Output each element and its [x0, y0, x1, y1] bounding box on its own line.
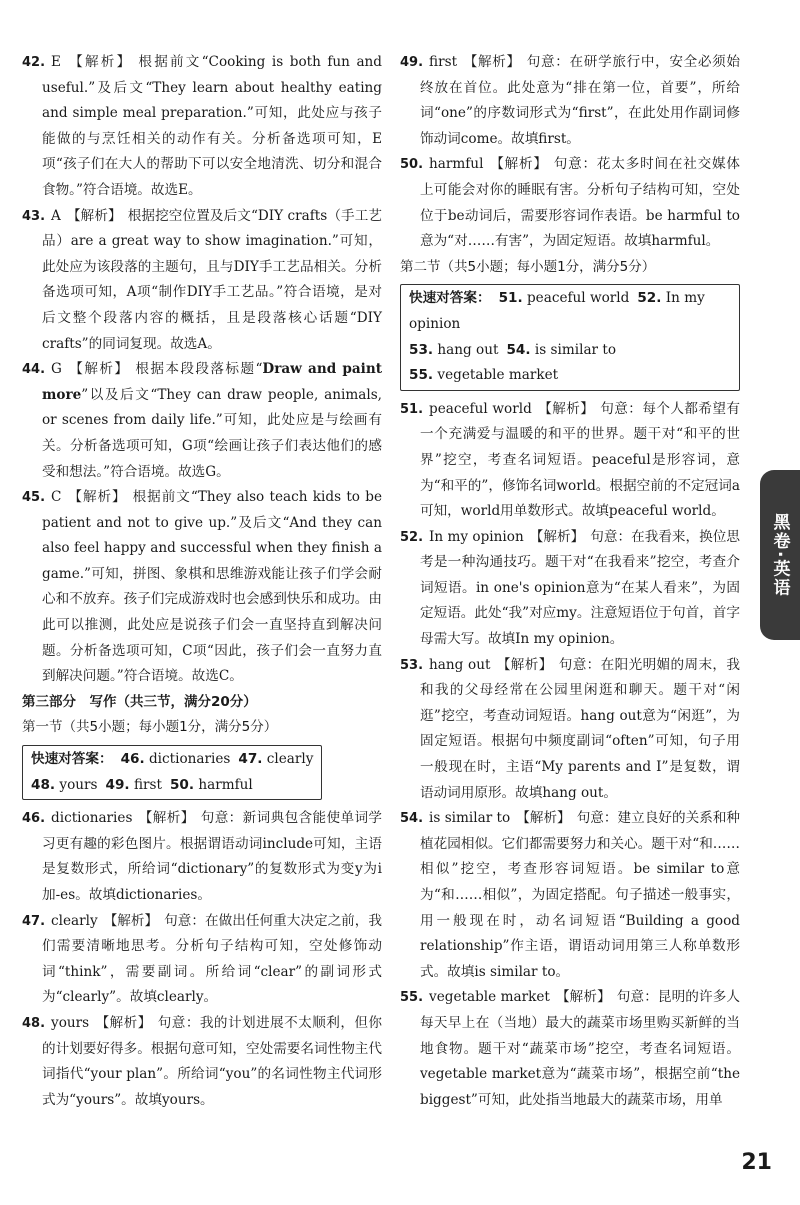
section-1-heading: 第一节（共5小题；每小题1分，满分5分） — [22, 719, 278, 736]
answer-44: 44. G 【解析】 根据本段段落标题“Draw and paint more”以及后文“They can draw people, animals, or scenes from daily life.”可知，此处应是与绘画有关。分析备选项可知，G项“绘画让孩子们表达他们的感受和想法。”符合语境。故选G。 — [22, 361, 383, 480]
answer-49: 49. first 【解析】 句意：在研学旅行中，安全必须始终放在首位。此处意为“排在第一位，首要”，所给词“one”的序数词形式为“first”，在此处用作副词修饰动词come。故填first。 — [400, 54, 741, 147]
answer-53: 53. hang out 【解析】 句意：在阳光明媚的周末，我和我的父母经常在公园里闲逛和聊天。题干对“闲逛”挖空，考查动词短语。hang out意为“闲逛”，为固定短语。根据句中频度副词“often”可知，句子用一般现在时，主语“My parents and I”是复数，谓语动词用原形。故填hang out。 — [400, 656, 741, 801]
answer-47: 47. clearly 【解析】 句意：在做出任何重大决定之前，我们需要清晰地思考。分析句子结构可知，空处修饰动词“think”，需要副词。所给词“clear”的副词形式为“clearly”。故填clearly。 — [22, 912, 383, 1006]
answer-52: 52. In my opinion 【解析】 句意：在我看来，换位思考是一种沟通技巧。题干对“在我看来”挖空，考查介词短语。in one's opinion意为“在某人看来”，为固定短语。此处“我”对应my。注意短语位于句首，首字母需大写。故填In my opinion。 — [400, 528, 741, 648]
page-number: 21 — [741, 1150, 772, 1175]
answer-45: 45. C 【解析】 根据前文“They also teach kids to be patient and not to give up.”及后文“And they can also feel happy and successful when they finish a game.”可知，拼图、象棋和思维游戏能让孩子们学会耐心和不放弃。孩子们完成游戏时也会感到快乐和成功。由此可以推测，此处应是说孩子们会一直坚持直到解决问题。分析备选项可知，C项“因此，孩子们会一直努力直到解决问题。”符合语境。故选C。 — [22, 489, 382, 685]
quick-answer-box-2: 快速对答案： 51. peaceful world 52. In my opinion 53. hang out 54. is similar to 55. vegetable market — [400, 284, 740, 390]
answer-48: 48. yours 【解析】 句意：我的计划进展不太顺利，但你的计划要好得多。根据句意可知，空处需要名词性物主代词指代“your plan”。所给词“you”的名词性物主代词形式为“yours”。故填yours。 — [22, 1014, 382, 1108]
answer-54: 54. is similar to 【解析】 句意：建立良好的关系和种植花园相似。它们都需要努力和关心。题干对“和……相似”挖空，考查形容词短语。be similar to意为“和……相似”，为固定搭配。句子描述一般事实，用一般现在时，动名词短语“Building a good relationship”作主语，谓语动词用第三人称单数形式。故填is similar to。 — [400, 810, 741, 980]
answer-46: 46. dictionaries 【解析】 句意：新词典包含能使单词学习更有趣的彩色图片。根据谓语动词include可知，主语是复数形式，所给词“dictionary”的复数形式为变y为i加-es。故填dictionaries。 — [22, 810, 383, 903]
part-3-heading: 第三部分 写作（共三节，满分20分） — [22, 693, 257, 710]
answer-50: 50. harmful 【解析】 句意：花太多时间在社交媒体上可能会对你的睡眠有害。分析句子结构可知，空处位于be动词后，需要形容词作表语。be harmful to意为“对……有害”，为固定短语。故填harmful。 — [400, 156, 741, 250]
answer-51: 51. peaceful world 【解析】 句意：每个人都希望有一个充满爱与温暖的和平的世界。题干对“和平的世界”挖空，考查名词短语。peaceful是形容词，意为“和平的”，修饰名词world。根据空前的不定冠词a可知，world用单数形式。故填peaceful world。 — [400, 400, 741, 520]
answer-42: 42. E 【解析】 根据前文“Cooking is both fun and useful.”及后文“They learn about healthy eating and simple meal preparation.”可知，此处应与孩子能做的与烹饪相关的动作有关。分析备选项可知，E项“孩子们在大人的帮助下可以安全地清洗、切分和混合食物。”符合语境。故选E。 — [22, 54, 383, 198]
answer-55: 55. vegetable market 【解析】 句意：昆明的许多人每天早上在（当地）最大的蔬菜市场里购买新鲜的当地食物。题干对“蔬菜市场”挖空，考查名词短语。vegetable market意为“蔬菜市场”，根据空前“the biggest”可知，此处指当地最大的蔬菜市场，用单 — [400, 989, 741, 1108]
right-column — [400, 50, 740, 1113]
left-column — [22, 50, 382, 1113]
quick-answer-box-1: 快速对答案： 46. dictionaries 47. clearly 48. yours 49. first 50. harmful — [22, 745, 322, 800]
section-2-heading: 第二节（共5小题；每小题1分，满分5分） — [400, 258, 656, 275]
subject-side-tab: 黑卷·英语 — [760, 470, 800, 640]
answer-43: 43. A 【解析】 根据挖空位置及后文“DIY crafts（手工艺品）are a great way to show imagination.”可知，此处应为该段落的主题句，且与DIY手工艺品相关。分析备选项可知，A项“制作DIY手工艺品。”符合语境，是对后文整个段落内容的概括，且是段落核心话题“DIY crafts”的同词复现。故选A。 — [22, 207, 383, 352]
